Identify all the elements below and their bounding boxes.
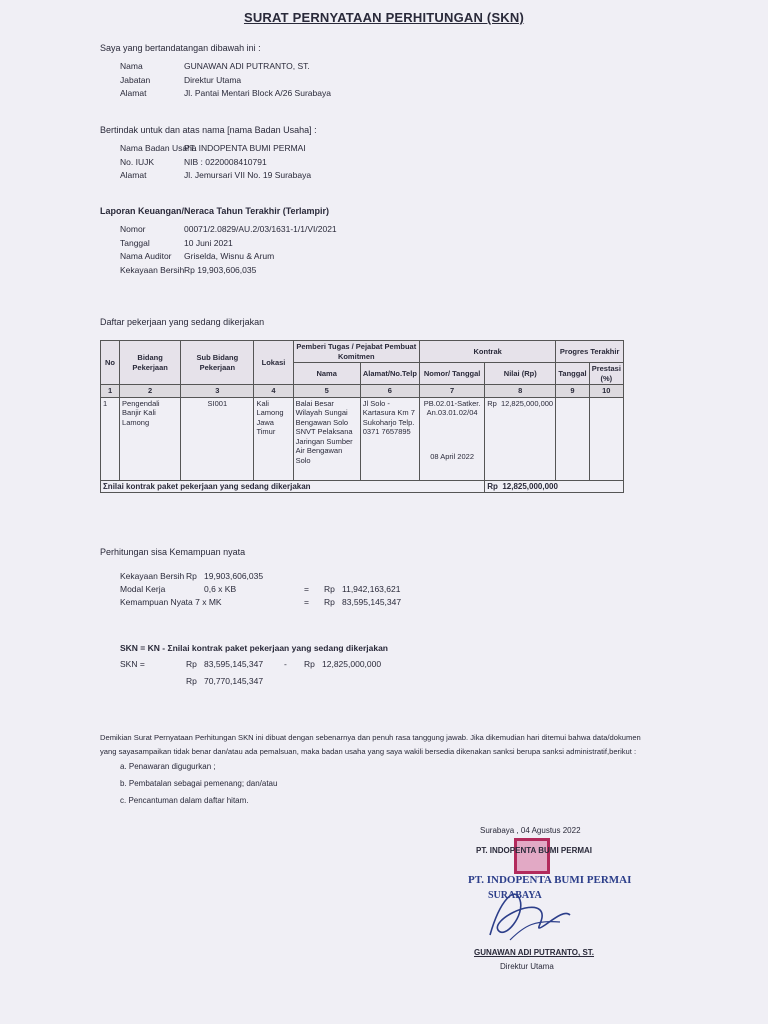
report-info: [120, 223, 337, 277]
col-number: 2: [120, 385, 181, 398]
col-sub-bidang: Sub Bidang Pekerjaan: [181, 341, 254, 385]
row-tanggal-kontrak: 08 April 2022: [430, 451, 474, 461]
sanctions-list: [120, 758, 277, 809]
skn-rp: Rp: [186, 659, 197, 669]
company-address-label: Alamat: [120, 170, 147, 180]
row-tanggal: [556, 397, 589, 480]
row-prestasi: [589, 397, 623, 480]
company-stamp-line-1: PT. INDOPENTA BUMI PERMAI: [468, 874, 632, 886]
report-number: 00071/2.0829/AU.2/03/1631-1/1/VI/2021: [184, 224, 337, 234]
col-bidang: Bidang Pekerjaan: [120, 341, 181, 385]
calc-rp: Rp: [324, 584, 335, 594]
signer-position-label: Jabatan: [120, 74, 151, 85]
col-nomor: Nomor/ Tanggal: [420, 363, 485, 385]
auditor-name: Griselda, Wisnu & Arum: [184, 251, 275, 261]
total-rp: Rp: [487, 481, 498, 491]
total-label: Σnilai kontrak paket pekerjaan yang sedang dikerjakan: [101, 480, 485, 493]
calc-value: 19,903,606,035: [204, 571, 264, 581]
closing-line-1: Demikian Surat Pernyataan Perhitungan SKN ini dibuat dengan sebenarnya dan penuh rasa tanggung jawab. Jika dikemudian hari ditemui bahwa data/dokumen: [100, 733, 641, 742]
col-nama: Nama: [293, 363, 360, 385]
col-number: 10: [589, 385, 623, 398]
col-number: 6: [360, 385, 419, 398]
signer-name: GUNAWAN ADI PUTRANTO, ST.: [184, 61, 310, 71]
col-lokasi: Lokasi: [254, 341, 293, 385]
col-progres: Progres Terakhir: [556, 341, 624, 363]
row-sub-bidang: SI001: [181, 397, 254, 480]
total-value: 12,825,000,000: [502, 481, 558, 491]
company-seal: [514, 838, 550, 874]
iujk-value: NIB : 0220008410791: [184, 156, 267, 167]
signer-name-label: Nama: [120, 61, 143, 71]
company-address: Jl. Jemursari VII No. 19 Surabaya: [184, 170, 312, 180]
row-nomor-tanggal: [420, 397, 485, 480]
col-prestasi: Prestasi (%): [589, 363, 623, 385]
skn-label: SKN =: [120, 659, 145, 669]
col-alamat: Alamat/No.Telp: [360, 363, 419, 385]
calc-equals: =: [304, 584, 309, 594]
col-number: 7: [420, 385, 485, 398]
row-bidang: Pengendali Banjir Kali Lamong: [120, 397, 181, 480]
row-nilai: 12,825,000,000: [500, 398, 554, 408]
company-info: [120, 142, 311, 183]
report-date: 10 Juni 2021: [184, 237, 233, 248]
skn-rp: Rp: [186, 676, 197, 686]
calc-label: Kekayaan Bersih: [120, 571, 185, 581]
company-name-label: Nama Badan Usaha: [120, 143, 197, 153]
calc-rp: Rp: [186, 571, 197, 581]
skn-result: 70,770,145,347: [204, 676, 264, 686]
calc-heading: Perhitungan sisa Kemampuan nyata: [100, 547, 246, 557]
col-tanggal: Tanggal: [556, 363, 589, 385]
row-alamat: Jl Solo - Kartasura Km 7 Sukoharjo Telp. 0371 7657895: [360, 397, 419, 480]
handwritten-signature: [470, 880, 580, 950]
skn-formula: SKN = KN - Σnilai kontrak paket pekerjaan yang sedang dikerjakan: [120, 643, 388, 653]
table-row: [101, 397, 624, 480]
iujk-label: No. IUJK: [120, 156, 155, 167]
col-number: 4: [254, 385, 293, 398]
total-value-cell: [485, 480, 624, 493]
signer-address-label: Alamat: [120, 88, 147, 98]
row-lokasi: Kali Lamong Jawa Timur: [254, 397, 293, 480]
signer-address: Jl. Pantai Mentari Block A/26 Surabaya: [184, 88, 331, 98]
report-number-label: Nomor: [120, 224, 146, 234]
row-nilai-rp: Rp: [487, 398, 497, 408]
document-title: SURAT PERNYATAAN PERHITUNGAN (SKN): [243, 10, 525, 25]
auditor-label: Nama Auditor: [120, 251, 172, 261]
jobs-heading: Daftar pekerjaan yang sedang dikerjakan: [100, 317, 265, 327]
calc-label: Kemampuan Nyata 7 x MK: [120, 597, 222, 607]
calc-formula: 0,6 x KB: [204, 584, 237, 594]
row-nilai-cell: [485, 397, 556, 480]
col-number: 5: [293, 385, 360, 398]
on-behalf-text: Bertindak untuk dan atas nama [nama Badan Usaha] :: [100, 125, 317, 135]
signature-company: PT. INDOPENTA BUMI PERMAI: [476, 846, 593, 855]
skn-contract-value: 12,825,000,000: [322, 659, 382, 669]
calc-value: 83,595,145,347: [342, 597, 402, 607]
col-number: 9: [556, 385, 589, 398]
net-worth-value: Rp 19,903,606,035: [184, 264, 257, 275]
col-kontrak: Kontrak: [420, 341, 556, 363]
calc-label: Modal Kerja: [120, 584, 166, 594]
signer-info: [120, 60, 331, 101]
col-pemberi-tugas: Pemberi Tugas / Pejabat Pembuat Komitmen: [293, 341, 419, 363]
calc-block: [120, 570, 401, 609]
list-item: c. Pencantuman dalam daftar hitam.: [120, 796, 249, 805]
col-number: 8: [485, 385, 556, 398]
skn-kn-value: 83,595,145,347: [204, 659, 264, 669]
place-date: Surabaya , 04 Agustus 2022: [480, 826, 581, 835]
col-no: No: [101, 341, 120, 385]
signer-name-signature: GUNAWAN ADI PUTRANTO, ST.: [474, 948, 595, 957]
calc-value: 11,942,163,621: [342, 584, 401, 594]
list-item: a. Penawaran digugurkan ;: [120, 762, 216, 771]
signer-position: Direktur Utama: [184, 74, 242, 85]
total-row: [101, 480, 624, 493]
report-date-label: Tanggal: [120, 237, 150, 248]
report-heading: Laporan Keuangan/Neraca Tahun Terakhir (Terlampir): [100, 206, 330, 216]
skn-block: [120, 658, 381, 688]
company-stamp-line-2: SURABAYA: [488, 890, 542, 901]
list-item: b. Pembatalan sebagai pemenang; dan/atau: [120, 779, 278, 788]
col-number: 3: [181, 385, 254, 398]
closing-line-2: yang sayasampaikan tidak benar dan/atau ada pemalsuan, maka badan usaha yang saya wakili bersedia dikenakan sanksi berupa sanksi administratif,berikut :: [100, 747, 637, 756]
calc-equals: =: [304, 597, 309, 607]
col-nilai: Nilai (Rp): [485, 363, 556, 385]
jobs-table: [100, 340, 624, 493]
calc-rp: Rp: [324, 597, 335, 607]
row-nomor: PB.02.01-Satker.An.03.01.02/04: [423, 398, 481, 417]
company-name: PT. INDOPENTA BUMI PERMAI: [184, 143, 306, 153]
column-number-row: [101, 385, 624, 398]
col-number: 1: [101, 385, 120, 398]
signer-title-signature: Direktur Utama: [500, 962, 554, 971]
net-worth-label: Kekayaan Bersih: [120, 264, 185, 275]
row-nama: Balai Besar Wilayah Sungai Bengawan Solo SNVT Pelaksana Jaringan Sumber Air Bengawan Solo: [293, 397, 360, 480]
skn-minus: -: [284, 659, 287, 669]
skn-rp: Rp: [304, 659, 315, 669]
row-no: 1: [101, 397, 120, 480]
intro-text: Saya yang bertandatangan dibawah ini :: [100, 43, 261, 53]
